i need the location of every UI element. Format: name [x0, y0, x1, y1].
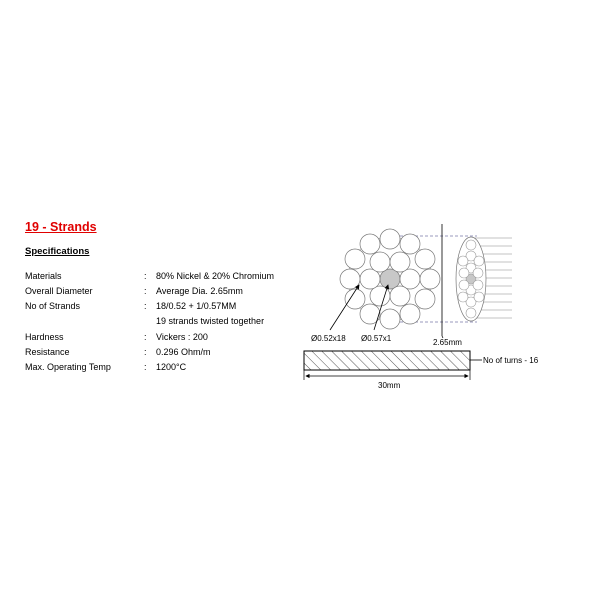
outer-strand	[345, 249, 365, 269]
spec-value: Average Dia. 2.65mm	[156, 286, 243, 296]
inner-strand	[360, 269, 380, 289]
outer-strand	[400, 234, 420, 254]
spec-colon: :	[144, 301, 147, 311]
inner-strand	[390, 252, 410, 272]
spec-colon: :	[144, 332, 147, 342]
spec-colon: :	[144, 362, 147, 372]
turns-label: No of turns - 16	[483, 356, 539, 365]
inner-strand	[390, 286, 410, 306]
spec-value: 19 strands twisted together	[156, 316, 265, 326]
length-label: 30mm	[378, 381, 401, 390]
specifications-heading: Specifications	[25, 246, 90, 257]
outer-strand	[360, 234, 380, 254]
spec-colon: :	[144, 347, 147, 357]
outer-strand	[415, 249, 435, 269]
outer-strand	[340, 269, 360, 289]
spec-value: Vickers : 200	[156, 332, 208, 342]
spec-label: Materials	[25, 271, 62, 281]
cross-section	[340, 229, 440, 329]
spec-label: No of Strands	[25, 301, 81, 311]
spec-label: Max. Operating Temp	[25, 362, 111, 372]
spec-value: 1200°C	[156, 362, 187, 372]
strand-diagram	[296, 218, 586, 398]
spec-colon: :	[144, 271, 147, 281]
outer-strand	[415, 289, 435, 309]
page-title: 19 - Strands	[25, 220, 97, 234]
outer-strand	[420, 269, 440, 289]
wire-length-bar	[304, 351, 470, 370]
length-dimension	[304, 370, 470, 380]
spec-label: Hardness	[25, 332, 64, 342]
outer-strand	[400, 304, 420, 324]
inner-strand	[370, 252, 390, 272]
spec-value: 18/0.52 + 1/0.57MM	[156, 301, 237, 311]
outer-strand	[345, 289, 365, 309]
center-strand	[380, 269, 400, 289]
outer-strand	[380, 309, 400, 329]
spec-value: 80% Nickel & 20% Chromium	[156, 271, 275, 281]
spec-label: Resistance	[25, 347, 70, 357]
spec-value: 0.296 Ohm/m	[156, 347, 211, 357]
spec-label: Overall Diameter	[25, 286, 93, 296]
inner-strand	[400, 269, 420, 289]
spec-colon: :	[144, 286, 147, 296]
diameter-label: 2.65mm	[433, 338, 462, 347]
outer-strand	[380, 229, 400, 249]
outer-strand-label: Ø0.52x18	[311, 334, 346, 343]
center-strand-label: Ø0.57x1	[361, 334, 392, 343]
side-view	[456, 237, 512, 321]
